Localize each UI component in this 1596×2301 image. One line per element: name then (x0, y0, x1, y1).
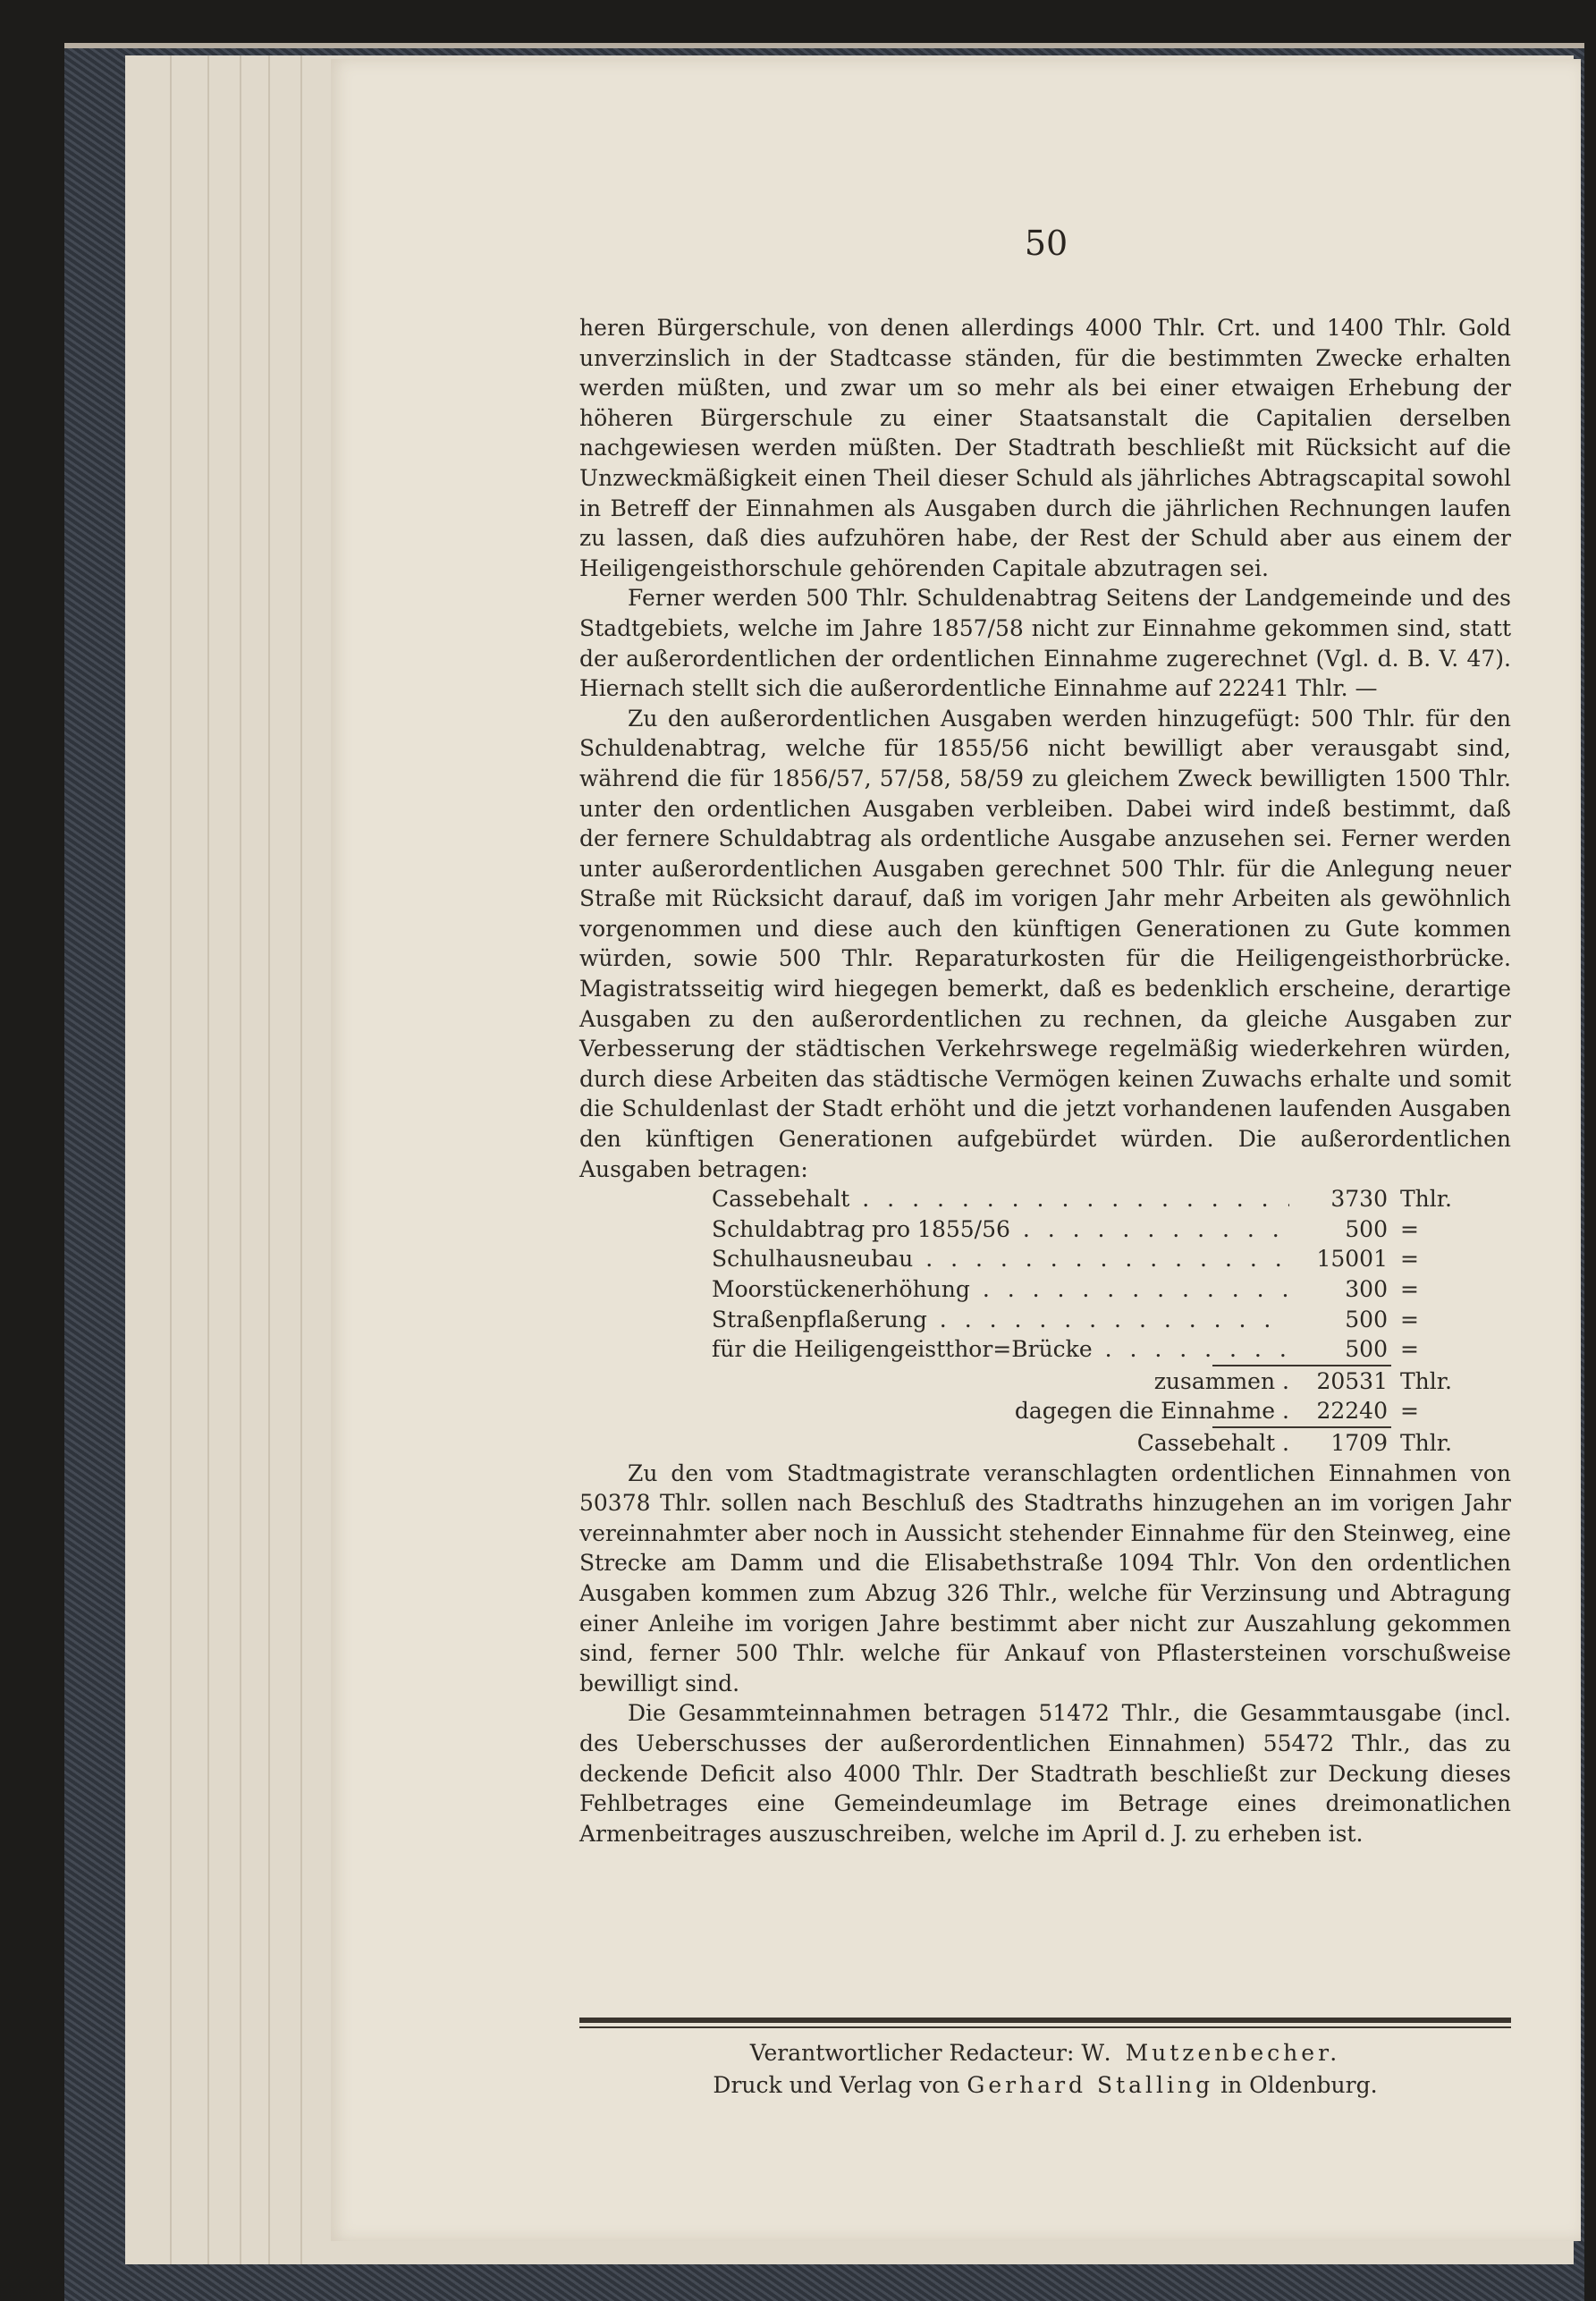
editor-name: W. Mutzenbecher. (1081, 2040, 1341, 2066)
page-edge (240, 55, 241, 2264)
page-edge (300, 55, 302, 2264)
balance-row (712, 1428, 1481, 1459)
income-row (712, 1396, 1481, 1426)
income-amount: 22240 (1316, 1398, 1388, 1425)
balance-unit: Thlr. (1400, 1429, 1452, 1456)
item-amount: 500 (1345, 1336, 1388, 1363)
footer-rule-thin (579, 2026, 1511, 2028)
item-unit: Thlr. (1400, 1186, 1452, 1213)
table-row (712, 1334, 1481, 1365)
sum-label: zusammen . (712, 1366, 1289, 1397)
sum-unit: Thlr. (1400, 1367, 1452, 1394)
item-unit: = (1400, 1276, 1419, 1302)
item-unit: = (1400, 1246, 1419, 1273)
balance-amount: 1709 (1330, 1429, 1388, 1456)
paragraph: Ferner werden 500 Thlr. Schuldenabtrag Seitens der Landgemeinde und des Stadtgebiets, welche im Jahre 1857/58 nicht zur Einnahme gekommen sind, statt der außerordentlichen der ordentlichen Einnahme zugerechnet (Vgl. d. B. V. 47). Hiernach stellt sich die außerordentliche Einnahme auf 22241 Thlr. — (579, 585, 1511, 702)
item-amount: 500 (1345, 1306, 1388, 1332)
item-unit: = (1400, 1336, 1419, 1363)
table-row (712, 1244, 1481, 1274)
table-row (712, 1274, 1481, 1305)
item-label: für die Heiligengeistthor=Brücke . . . (712, 1334, 1289, 1365)
item-amount: 15001 (1316, 1246, 1388, 1273)
item-label: Schuldabtrag pro 1855/56 . . . (712, 1214, 1289, 1245)
paragraph: Zu den vom Stadtmagistrate veranschlagten ordentlichen Einnahmen von 50378 Thlr. sollen nach Beschluß des Stadtraths hinzugehen an im vorigen Jahr vereinnahmter aber noch in Aussicht stehender Einnahme für den Steinweg, eine Strecke am Damm und die Elisabethstraße 1094 Thlr. Von den ordentlichen Ausgaben kommen zum Abzug 326 Thlr., welche für Verzinsung und Abtragung einer Anleihe im vorigen Jahre bestimmt aber nicht zur Auszahlung gekommen sind, ferner 500 Thlr. welche für Ankauf von Pflastersteinen vorschußweise bewilligt sind. (579, 1459, 1511, 1696)
table-row (712, 1214, 1481, 1245)
item-label: Moorstückenerhöhung . . . (712, 1274, 1289, 1305)
page-edge (268, 55, 270, 2264)
page-edge (207, 55, 209, 2264)
item-unit: = (1400, 1306, 1419, 1332)
sum-row (712, 1366, 1481, 1397)
income-unit: = (1400, 1398, 1419, 1425)
body-text (579, 313, 1511, 1848)
printer-line (579, 2069, 1511, 2102)
item-label: Cassebehalt . . . (712, 1184, 1289, 1214)
paragraph: Die Gesammteinnahmen betragen 51472 Thlr., die Gesammtausgabe (incl. des Ueberschusses der außerordentlichen Einnahmen) 55472 Thlr., das zu deckende Deficit also 4000 Thlr. Der Stadtrath beschließt zur Deckung dieses Fehlbetrages eine Gemeindeumlage im Betrage eines dreimonatlichen Armenbeitrages auszuschreiben, welche im April d. J. zu erheben ist. (579, 1700, 1511, 1847)
item-label: Straßenpflaßerung . . . (712, 1305, 1289, 1335)
table-row (712, 1305, 1481, 1335)
item-amount: 3730 (1330, 1186, 1388, 1213)
item-label: Schulhausneubau . . . (712, 1244, 1289, 1274)
imprint (579, 2037, 1511, 2102)
item-amount: 500 (1345, 1215, 1388, 1242)
sum-amount: 20531 (1316, 1367, 1388, 1394)
printer-label: Druck und Verlag von (713, 2072, 960, 2098)
paragraph: Zu den außerordentlichen Ausgaben werden hinzugefügt: 500 Thlr. für den Schuldenabtrag, welche für 1855/56 nicht bewilligt aber verausgabt sind, während die für 1856/57, 57/58, 58/59 zu gleichem Zweck bewilligten 1500 Thlr. unter den ordentlichen Ausgaben verbleiben. Dabei wird indeß bestimmt, daß der fernere Schuldabtrag als ordentliche Ausgabe anzusehen sei. Ferner werden unter außerordentlichen Ausgaben gerechnet 500 Thlr. für die Anlegung neuer Straße mit Rücksicht darauf, daß im vorigen Jahr mehr Arbeiten als gewöhnlich vorgenommen und diese auch den künftigen Generationen zu Gute kommen würden, sowie 500 Thlr. Reparaturkosten für die Heiligengeisthorbrücke. Magistratsseitig wird hiegegen bemerkt, daß es bedenklich erscheine, derartige Ausgaben zu den außerordentlichen zu rechnen, da gleiche Ausgaben zur Verbesserung der städtischen Verkehrswege regelmäßig wiederkehren würden, durch diese Arbeiten das städtische Vermögen keinen Zuwachs erhalte und somit die Schuldenlast der Stadt erhöht und die jetzt vorhandenen laufenden Ausgaben den künftigen Generationen aufgebürdet würden. Die außerordentlichen Ausgaben betragen: (579, 705, 1511, 1182)
expense-table (712, 1184, 1481, 1458)
footer-rule-thick (579, 2018, 1511, 2023)
paragraph: heren Bürgerschule, von denen allerdings 4000 Thlr. Crt. und 1400 Thlr. Gold unverzinslich in der Stadtcasse ständen, für die bestimmten Zwecke erhalten werden müßten, und zwar um so mehr als bei einer etwaigen Erhebung der höheren Bürgerschule zu einer Staatsanstalt die Capitalien derselben nachgewiesen werden müßten. Der Stadtrath beschließt mit Rücksicht auf die Unzweckmäßigkeit einen Theil dieser Schuld als jährliches Abtragscapital sowohl in Betreff der Einnahmen als Ausgaben durch die jährlichen Rechnungen laufen zu lassen, daß dies aufzuhören habe, der Rest der Schuld aber aus einem der Heiligengeisthorschule gehörenden Capitale abzutragen sei. (579, 315, 1511, 581)
income-label: dagegen die Einnahme . (712, 1396, 1289, 1426)
editor-label: Verantwortlicher Redacteur: (749, 2040, 1075, 2066)
printer-place: in Oldenburg. (1220, 2072, 1378, 2098)
page-number: 50 (1024, 224, 1068, 263)
item-amount: 300 (1345, 1276, 1388, 1302)
balance-label: Cassebehalt . (712, 1428, 1289, 1459)
editor-line (579, 2037, 1511, 2069)
printer-name: Gerhard Stalling (967, 2072, 1214, 2098)
page-edge (170, 55, 172, 2264)
table-row (712, 1184, 1481, 1214)
item-unit: = (1400, 1215, 1419, 1242)
